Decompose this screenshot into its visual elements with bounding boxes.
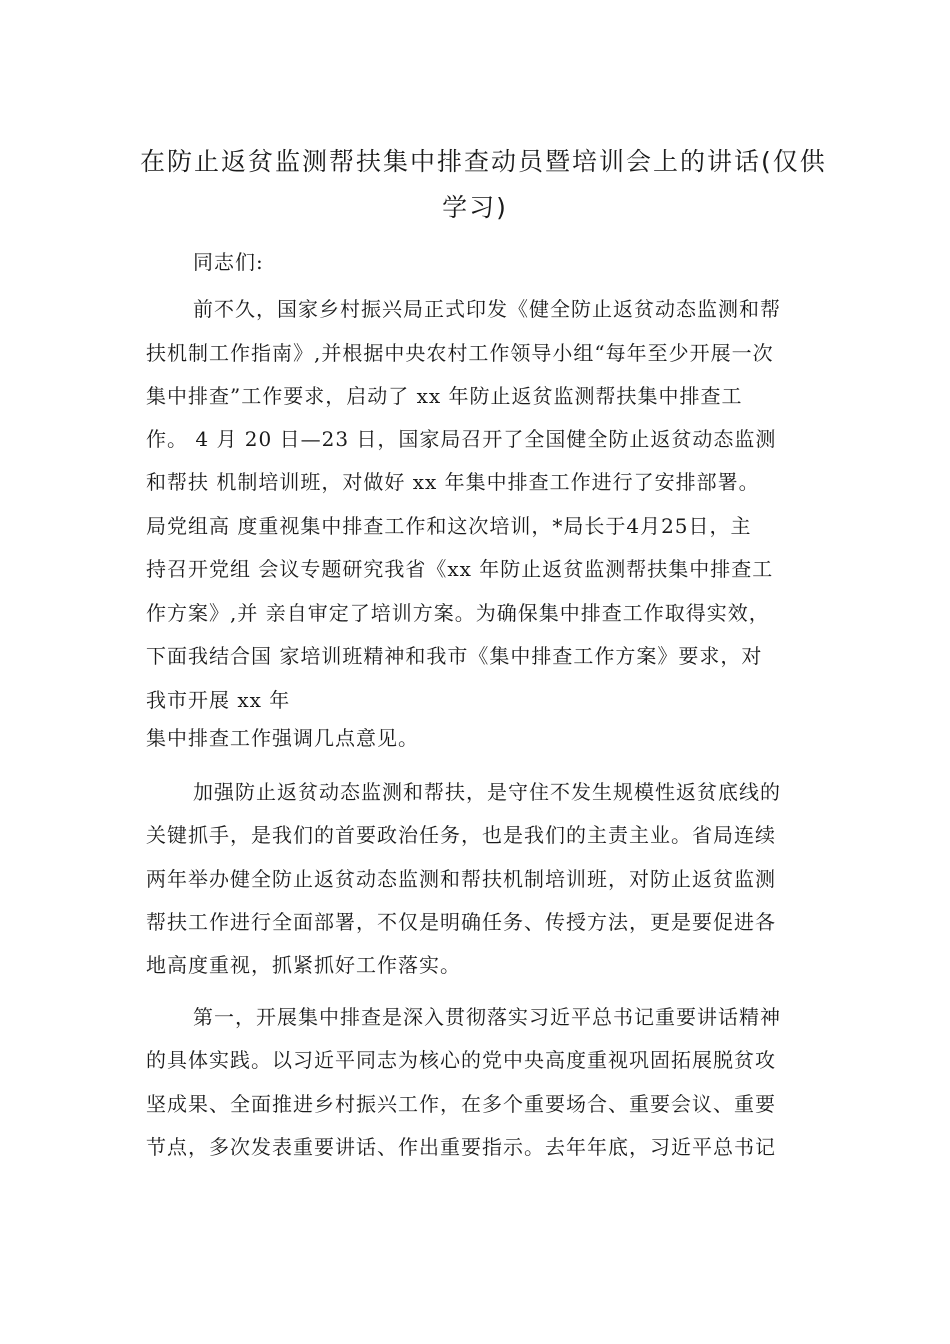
document-title-line-1: 在防止返贫监测帮扶集中排查动员暨培训会上的讲话(仅供 [140,147,827,176]
salutation: 同志们: [193,250,264,274]
paragraph-line: 第一，开展集中排查是深入贯彻落实习近平总书记重要讲话精神 [193,1005,781,1029]
document-title-line-2: 学习) [442,193,508,222]
paragraph-line: 节点，多次发表重要讲话、作出重要指示。去年年底，习近平总书记 [146,1135,776,1159]
paragraph-line: 扶机制工作指南》,并根据中央农村工作领导小组“每年至少开展一次 [146,341,774,365]
paragraph-line: 集中排查”工作要求，启动了 xx 年防止返贫监测帮扶集中排查工 [146,384,743,408]
paragraph-line: 的具体实践。以习近平同志为核心的党中央高度重视巩固拓展脱贫攻 [146,1048,776,1072]
paragraph-line: 坚成果、全面推进乡村振兴工作，在多个重要场合、重要会议、重要 [146,1092,776,1116]
paragraph-line: 关键抓手，是我们的首要政治任务，也是我们的主责主业。省局连续 [146,823,776,847]
paragraph-line: 作方案》,并 亲自审定了培训方案。为确保集中排查工作取得实效， [146,601,770,625]
paragraph-line: 地高度重视，抓紧抓好工作落实。 [146,953,461,977]
paragraph-line: 下面我结合国 家培训班精神和我市《集中排查工作方案》要求，对 [146,644,763,668]
paragraph-line: 持召开党组 会议专题研究我省《xx 年防止返贫监测帮扶集中排查工 [146,557,774,581]
paragraph-line: 我市开展 xx 年 [146,688,291,712]
paragraph-line: 局党组高 度重视集中排查工作和这次培训，*局长于4月25日，主 [146,514,752,538]
paragraph-line: 作。 4 月 20 日—23 日，国家局召开了全国健全防止返贫动态监测 [146,427,777,451]
paragraph-line: 和帮扶 机制培训班，对做好 xx 年集中排查工作进行了安排部署。 [146,470,760,494]
paragraph-line: 加强防止返贫动态监测和帮扶，是守住不发生规模性返贫底线的 [193,780,781,804]
paragraph-line: 帮扶工作进行全面部署，不仅是明确任务、传授方法，更是要促进各 [146,910,776,934]
paragraph-line: 集中排查工作强调几点意见。 [146,726,419,750]
paragraph-line: 前不久，国家乡村振兴局正式印发《健全防止返贫动态监测和帮 [193,297,781,321]
paragraph-line: 两年举办健全防止返贫动态监测和帮扶机制培训班，对防止返贫监测 [146,867,776,891]
